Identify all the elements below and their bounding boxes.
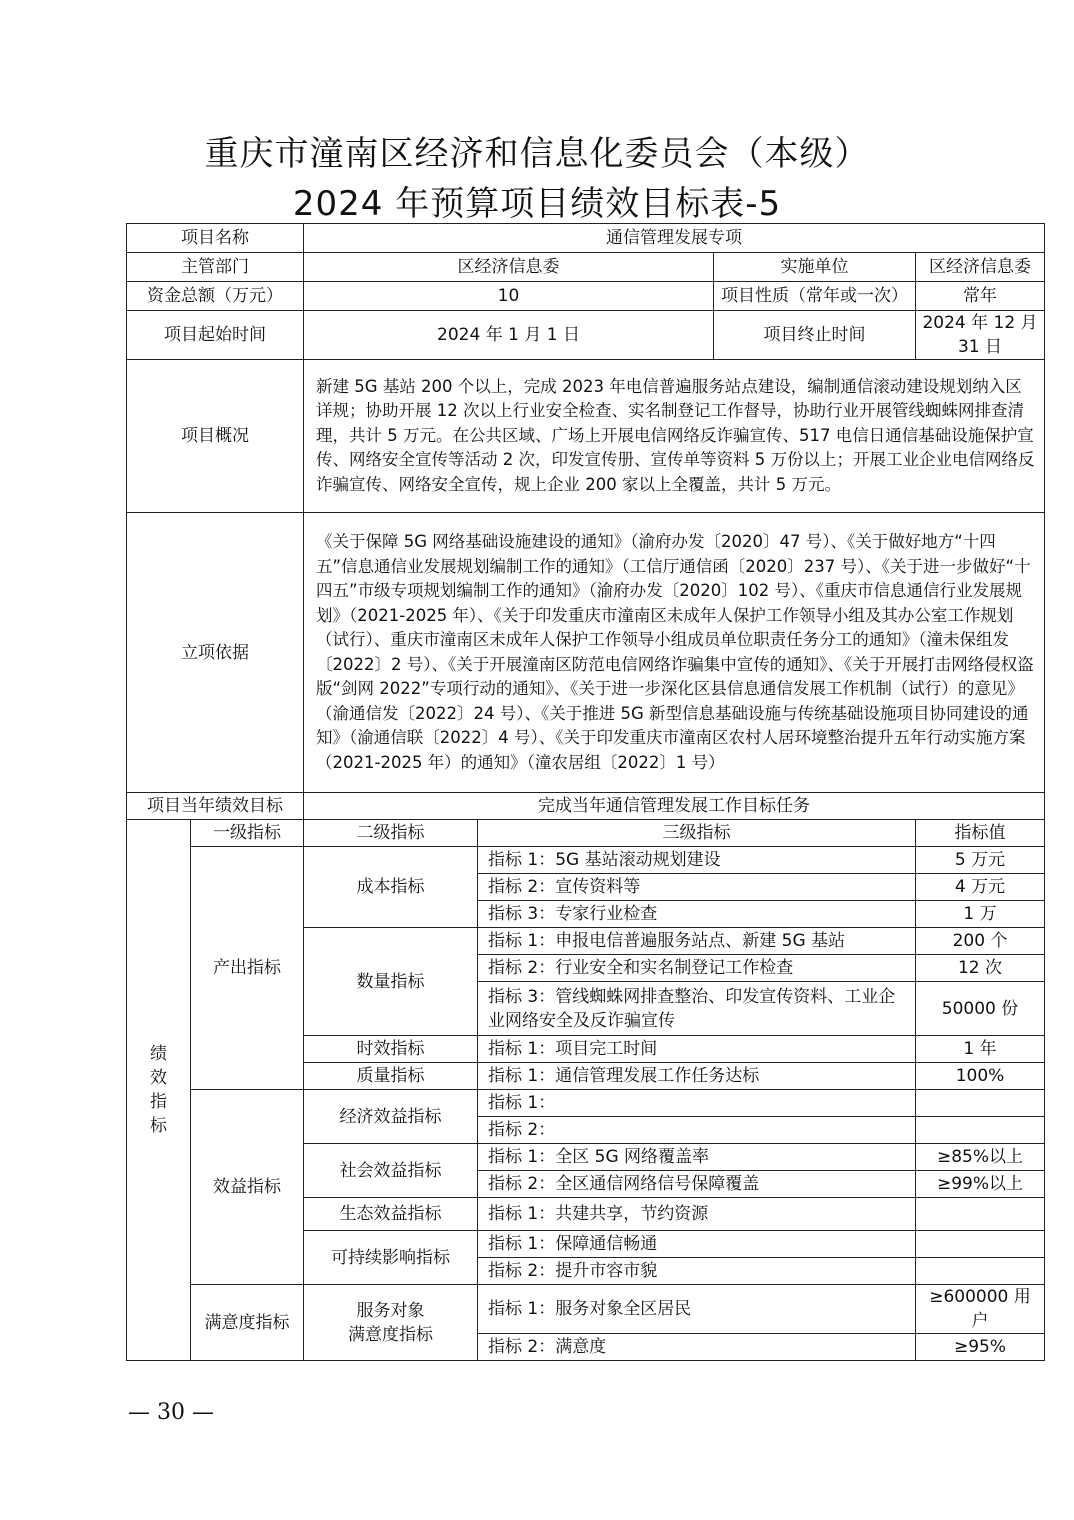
page-number: — 30 — (128, 1400, 214, 1425)
indicator-value: 50000 份 (916, 982, 1045, 1036)
indicator-value (916, 1231, 1045, 1258)
indicator-value: 100% (916, 1063, 1045, 1090)
indicator-name: 指标 2：满意度 (478, 1334, 916, 1361)
header-value: 指标值 (916, 820, 1045, 847)
label-project-name: 项目名称 (127, 224, 304, 253)
level1-benefit: 效益指标 (191, 1090, 304, 1285)
indicator-name: 指标 2：提升市容市貌 (478, 1258, 916, 1285)
indicator-value: ≥85%以上 (916, 1144, 1045, 1171)
header-level3: 三级指标 (478, 820, 916, 847)
level2-ecological: 生态效益指标 (304, 1198, 478, 1231)
level1-output: 产出指标 (191, 847, 304, 1090)
indicator-name: 指标 1：5G 基站滚动规划建设 (478, 847, 916, 874)
indicator-value: 4 万元 (916, 874, 1045, 901)
value-overview: 新建 5G 基站 200 个以上，完成 2023 年电信普遍服务站点建设，编制通信滚动建设规划纳入区详规；协助开展 12 次以上行业安全检查、实名制登记工作督导，协助行业开展管线蜘蛛网排查清理，共计 5 万元。在公共区域、广场上开展电信网络反诈骗宣传、517 电信日通信基础设施保护宣传、网络安全宣传等活动 2 次，印发宣传册、宣传单等资料 5 万份以上；开展工业企业电信网络反诈骗宣传、网络安全宣传，规上企业 200 家以上全覆盖，共计 5 万元。 (304, 360, 1045, 513)
indicator-name: 指标 1：项目完工时间 (478, 1036, 916, 1063)
indicator-name: 指标 1：共建共享，节约资源 (478, 1198, 916, 1231)
indicator-value: 1 年 (916, 1036, 1045, 1063)
level2-quality: 质量指标 (304, 1063, 478, 1090)
indicator-value: 5 万元 (916, 847, 1045, 874)
level2-timeliness: 时效指标 (304, 1036, 478, 1063)
title-line-1: 重庆市潼南区经济和信息化委员会（本级） (204, 134, 870, 174)
label-department: 主管部门 (127, 253, 304, 282)
level2-economic: 经济效益指标 (304, 1090, 478, 1144)
service-line-1: 服务对象 (356, 1300, 425, 1321)
level2-quantity: 数量指标 (304, 928, 478, 1036)
indicator-name: 指标 1：通信管理发展工作任务达标 (478, 1063, 916, 1090)
indicator-name: 指标 1：全区 5G 网络覆盖率 (478, 1144, 916, 1171)
label-nature: 项目性质（常年或一次） (714, 282, 916, 311)
indicator-value: 1 万 (916, 901, 1045, 928)
indicator-value: 12 次 (916, 955, 1045, 982)
value-project-name: 通信管理发展专项 (304, 224, 1045, 253)
value-implementer: 区经济信息委 (916, 253, 1045, 282)
label-end-time: 项目终止时间 (714, 311, 916, 360)
value-end-time: 2024 年 12 月 31 日 (916, 311, 1045, 360)
indicator-name: 指标 2：宣传资料等 (478, 874, 916, 901)
vertical-label-text: 绩效指标 (150, 1044, 167, 1136)
indicator-name: 指标 2：全区通信网络信号保障覆盖 (478, 1171, 916, 1198)
label-performance-indicators (127, 820, 191, 1361)
indicator-value: ≥95% (916, 1334, 1045, 1361)
indicator-name: 指标 2：行业安全和实名制登记工作检查 (478, 955, 916, 982)
label-total-funds: 资金总额（万元） (127, 282, 304, 311)
indicator-value (916, 1198, 1045, 1231)
indicator-value: ≥600000 用户 (916, 1285, 1045, 1334)
indicator-name: 指标 3：管线蜘蛛网排查整治、印发宣传资料、工业企业网络安全及反诈骗宣传 (478, 982, 916, 1036)
indicator-value (916, 1258, 1045, 1285)
indicator-name: 指标 1： (478, 1090, 916, 1117)
indicator-name: 指标 1：保障通信畅通 (478, 1231, 916, 1258)
service-line-2: 满意度指标 (348, 1324, 433, 1345)
indicator-name: 指标 1：服务对象全区居民 (478, 1285, 916, 1334)
value-nature: 常年 (916, 282, 1045, 311)
indicator-value: ≥99%以上 (916, 1171, 1045, 1198)
level2-cost: 成本指标 (304, 847, 478, 928)
indicator-name: 指标 1：申报电信普遍服务站点、新建 5G 基站 (478, 928, 916, 955)
title-line-2: 2024 年预算项目绩效目标表-5 (292, 184, 782, 224)
level2-service-satisfaction (304, 1285, 478, 1361)
indicator-name: 指标 2： (478, 1117, 916, 1144)
label-overview: 项目概况 (127, 360, 304, 513)
label-annual-goal: 项目当年绩效目标 (127, 793, 304, 820)
value-department: 区经济信息委 (304, 253, 714, 282)
performance-table (126, 223, 1045, 1361)
level1-satisfaction: 满意度指标 (191, 1285, 304, 1361)
label-basis: 立项依据 (127, 513, 304, 793)
level2-sustainable: 可持续影响指标 (304, 1231, 478, 1285)
value-total-funds: 10 (304, 282, 714, 311)
header-level1: 一级指标 (191, 820, 304, 847)
indicator-name: 指标 3：专家行业检查 (478, 901, 916, 928)
value-basis: 《关于保障 5G 网络基础设施建设的通知》（渝府办发〔2020〕47 号）、《关于做好地方“十四五”信息通信业发展规划编制工作的通知》（工信厅通信函〔2020〕237 号）、《关于进一步做好“十四五”市级专项规划编制工作的通知》（渝府办发〔2020〕102 号）、《重庆市信息通信行业发展规划》（2021-2025 年）、《关于印发重庆市潼南区未成年人保护工作领导小组及其办公室工作规划（试行）、重庆市潼南区未成年人保护工作领导小组成员单位职责任务分工的通知》（潼未保组发〔2022〕2 号）、《关于开展潼南区防范电信网络诈骗集中宣传的通知》、《关于开展打击网络侵权盗版“剑网 2022”专项行动的通知》、《关于进一步深化区县信息通信发展工作机制（试行）的意见》（渝通信发〔2022〕24 号）、《关于推进 5G 新型信息基础设施与传统基础设施项目协同建设的通知》（渝通信联〔2022〕4 号）、《关于印发重庆市潼南区农村人居环境整治提升五年行动实施方案（2021-2025 年）的通知》（潼农居组〔2022〕1 号） (304, 513, 1045, 793)
label-implementer: 实施单位 (714, 253, 916, 282)
header-level2: 二级指标 (304, 820, 478, 847)
indicator-value: 200 个 (916, 928, 1045, 955)
value-start-time: 2024 年 1 月 1 日 (304, 311, 714, 360)
level2-social: 社会效益指标 (304, 1144, 478, 1198)
indicator-value (916, 1090, 1045, 1117)
label-start-time: 项目起始时间 (127, 311, 304, 360)
indicator-value (916, 1117, 1045, 1144)
value-annual-goal: 完成当年通信管理发展工作目标任务 (304, 793, 1045, 820)
